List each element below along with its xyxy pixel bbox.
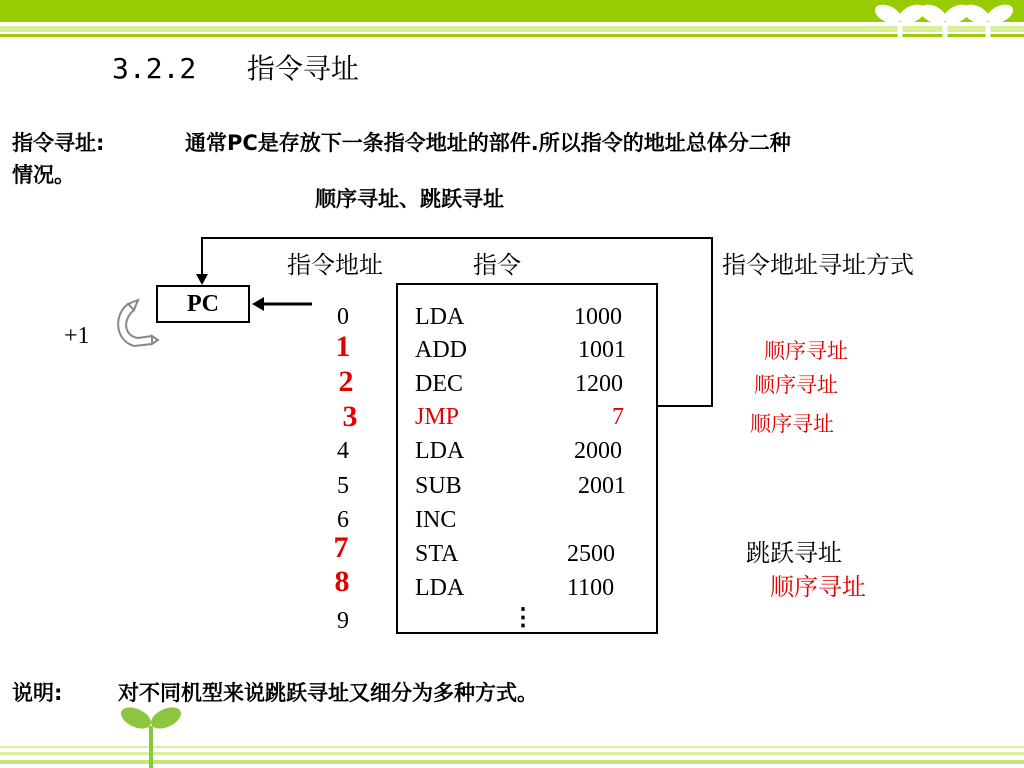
increment-cycle-icon: [112, 296, 162, 356]
mode-row-1: 顺序寻址: [764, 339, 848, 363]
address-8: 8: [334, 565, 350, 598]
intro-label: 指令寻址:: [12, 131, 105, 155]
operand-3: 7: [612, 404, 624, 430]
pc-register: PC: [156, 285, 250, 323]
address-6: 6: [337, 507, 349, 533]
opcode-5: SUB: [415, 473, 462, 499]
header-instruction-address: 指令地址: [287, 251, 383, 279]
section-title: 3.2.2 指令寻址: [112, 52, 359, 85]
address-1: 1: [335, 330, 351, 363]
operand-0: 1000: [574, 304, 622, 330]
opcode-3: JMP: [415, 404, 460, 430]
mode-row-8: 顺序寻址: [770, 573, 866, 601]
note-label: 说明:: [12, 681, 63, 705]
address-7: 7: [333, 531, 349, 564]
opcode-7: STA: [415, 541, 459, 567]
operand-4: 2000: [574, 438, 622, 464]
address-4: 4: [337, 438, 349, 464]
increment-label: +1: [64, 323, 90, 349]
mode-row-jump: 跳跃寻址: [746, 539, 842, 567]
operand-1: 1001: [578, 337, 626, 363]
operand-7: 2500: [567, 541, 615, 567]
address-5: 5: [337, 473, 349, 499]
intro-line-2: 情况。: [12, 163, 75, 187]
opcode-1: ADD: [415, 337, 467, 363]
address-0: 0: [337, 304, 349, 330]
mode-row-2: 顺序寻址: [754, 373, 838, 397]
opcode-2: DEC: [415, 371, 463, 397]
intro-line-1: 通常PC是存放下一条指令地址的部件.所以指令的地址总体分二种: [185, 131, 791, 155]
operand-2: 1200: [575, 371, 623, 397]
address-2: 2: [338, 365, 354, 398]
operand-5: 2001: [578, 473, 626, 499]
memory-ellipsis: ⋮: [511, 605, 535, 631]
mode-row-3: 顺序寻址: [750, 412, 834, 436]
opcode-6: INC: [415, 507, 457, 533]
header-addressing-mode: 指令地址寻址方式: [722, 251, 914, 279]
opcode-4: LDA: [415, 438, 465, 464]
address-9: 9: [337, 608, 349, 634]
opcode-8: LDA: [415, 575, 465, 601]
note-text: 对不同机型来说跳跃寻址又细分为多种方式。: [118, 681, 538, 705]
addressing-types: 顺序寻址、跳跃寻址: [315, 187, 504, 211]
header-instruction: 指令: [473, 251, 521, 279]
address-3: 3: [342, 400, 358, 433]
opcode-0: LDA: [415, 304, 465, 330]
operand-8: 1100: [567, 575, 615, 601]
